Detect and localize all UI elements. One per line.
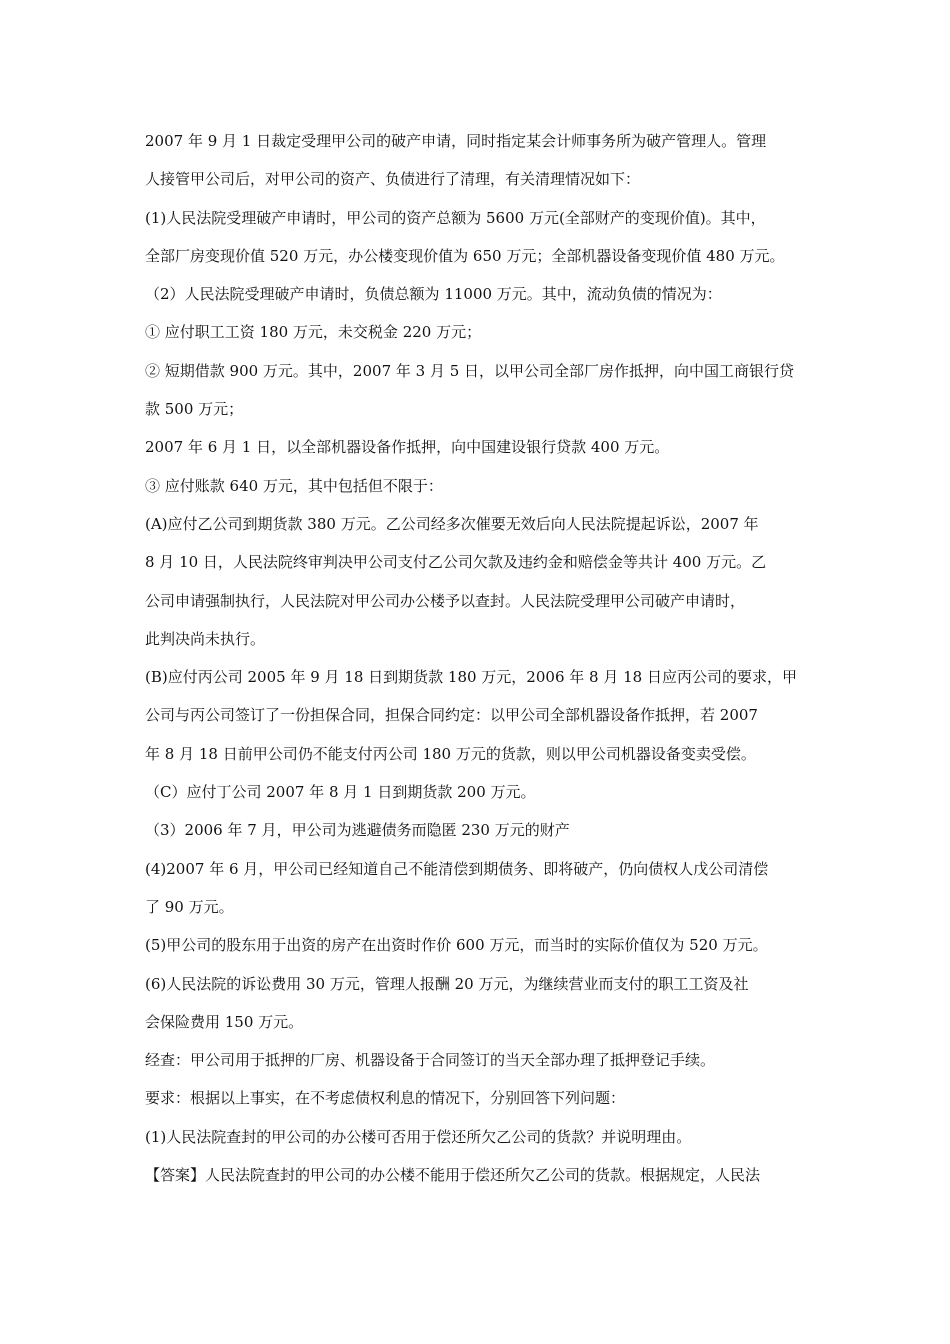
text-line: 2007 年 6 月 1 日，以全部机器设备作抵押，向中国建设银行贷款 400 万元。 (145, 438, 670, 457)
text-line: 款 500 万元； (145, 400, 244, 419)
text-line: ③ 应付账款 640 万元，其中包括但不限于： (145, 476, 443, 495)
text-line: ① 应付职工工资 180 万元，未交税金 220 万元； (145, 323, 482, 342)
text-line: 公司与丙公司签订了一份担保合同，担保合同约定：以甲公司全部机器设备作抵押，若 2007 (145, 706, 758, 725)
text-line: (B)应付丙公司 2005 年 9 月 18 日到期货款 180 万元，2006 年 8 月 18 日应丙公司的要求，甲 (145, 668, 797, 687)
text-line: 年 8 月 18 日前甲公司仍不能支付丙公司 180 万元的货款，则以甲公司机器设备变卖受偿。 (145, 744, 756, 763)
text-line: 公司申请强制执行，人民法院对甲公司办公楼予以查封。人民法院受理甲公司破产申请时， (145, 591, 746, 610)
text-line: 人接管甲公司后，对甲公司的资产、负债进行了清理，有关清理情况如下： (145, 170, 641, 189)
text-line: 8 月 10 日，人民法院终审判决甲公司支付乙公司欠款及违约金和赔偿金等共计 400 万元。乙 (145, 553, 767, 572)
text-line: (6)人民法院的诉讼费用 30 万元，管理人报酬 20 万元，为继续营业而支付的职工工资及社 (145, 974, 749, 993)
text-line: 此判决尚未执行。 (145, 629, 266, 648)
text-line: ② 短期借款 900 万元。其中，2007 年 3 月 5 日，以甲公司全部厂房作抵押，向中国工商银行贷 (145, 361, 795, 380)
text-line: 会保险费用 150 万元。 (145, 1012, 304, 1031)
text-line: 了 90 万元。 (145, 897, 234, 916)
text-line: 要求：根据以上事实，在不考虑债权利息的情况下，分别回答下列问题： (145, 1089, 626, 1108)
text-line: (4)2007 年 6 月，甲公司已经知道自己不能清偿到期债务、即将破产，仍向债权人戊公司清偿 (145, 859, 769, 878)
text-line: (5)甲公司的股东用于出资的房产在出资时作价 600 万元，而当时的实际价值仅为 520 万元。 (145, 936, 768, 955)
document-body (145, 122, 825, 1194)
text-line: 全部厂房变现价值 520 万元，办公楼变现价值为 650 万元；全部机器设备变现价值 480 万元。 (145, 246, 785, 265)
text-line: (1)人民法院受理破产申请时，甲公司的资产总额为 5600 万元(全部财产的变现价值)。其中， (145, 208, 766, 227)
text-line: (1)人民法院查封的甲公司的办公楼可否用于偿还所欠乙公司的货款？并说明理由。 (145, 1127, 692, 1146)
text-line: （3）2006 年 7 月，甲公司为逃避债务而隐匿 230 万元的财产 (145, 821, 570, 840)
text-line: （2）人民法院受理破产申请时，负债总额为 11000 万元。其中，流动负债的情况为： (145, 285, 722, 304)
text-line: (A)应付乙公司到期货款 380 万元。乙公司经多次催要无效后向人民法院提起诉讼，2007 年 (145, 514, 759, 533)
text-line: 【答案】人民法院查封的甲公司的办公楼不能用于偿还所欠乙公司的货款。根据规定，人民法 (145, 1166, 761, 1185)
text-line: 2007 年 9 月 1 日裁定受理甲公司的破产申请，同时指定某会计师事务所为破产管理人。管理 (145, 132, 767, 150)
text-line: 经查：甲公司用于抵押的厂房、机器设备于合同签订的当天全部办理了抵押登记手续。 (145, 1051, 716, 1070)
text-line: （C）应付丁公司 2007 年 8 月 1 日到期货款 200 万元。 (145, 783, 536, 802)
